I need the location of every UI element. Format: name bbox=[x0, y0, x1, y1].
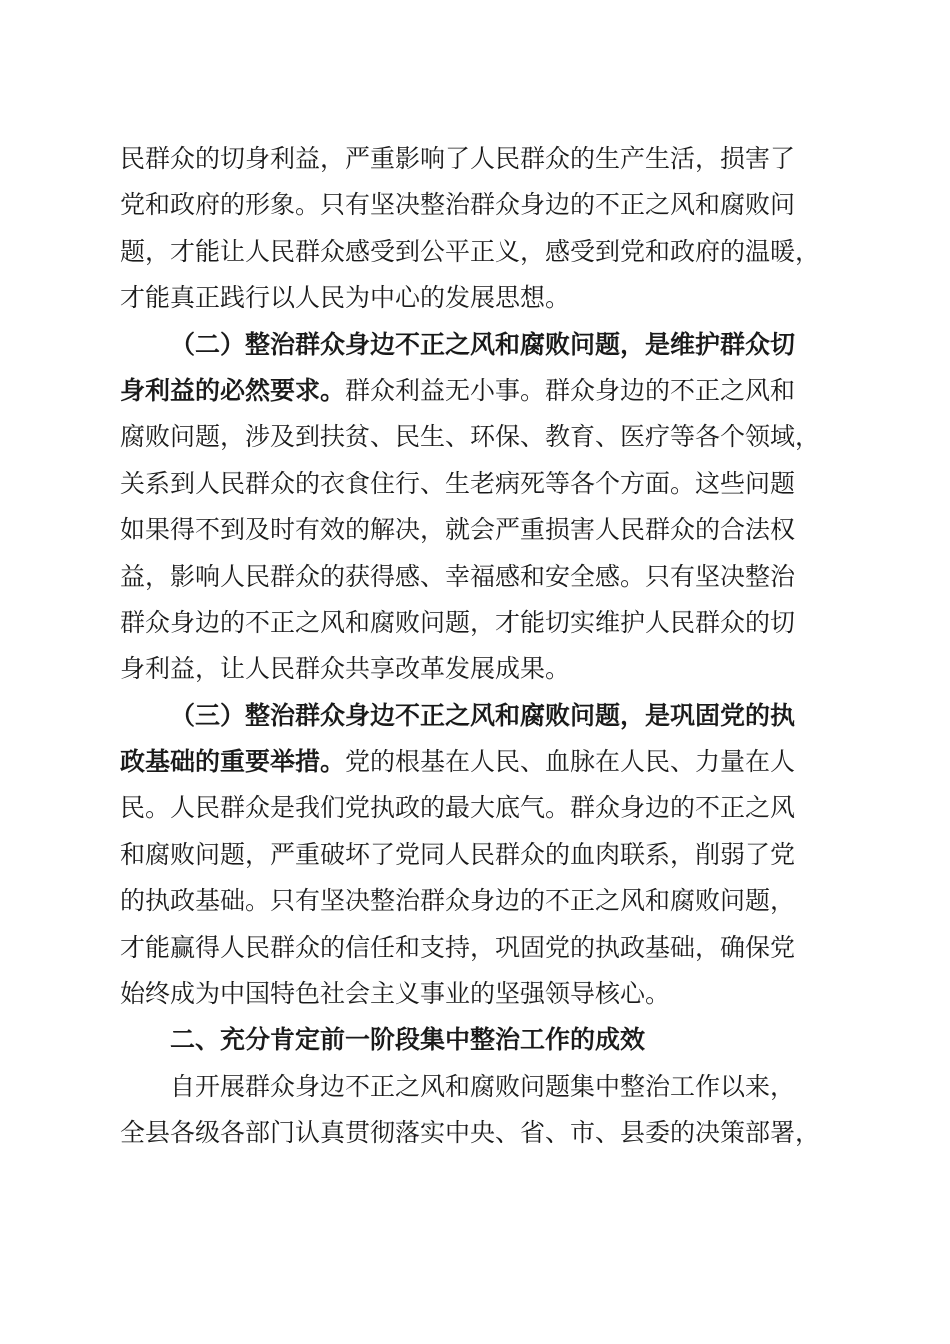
section-heading: 二、充分肯定前一阶段集中整治工作的成效 bbox=[170, 1025, 646, 1055]
paragraph-line: 才能真正践行以人民为中心的发展思想。 bbox=[120, 283, 571, 313]
paragraph-line bbox=[120, 739, 820, 785]
section-subheading-end: 政基础的重要举措。 bbox=[120, 747, 346, 777]
section-subheading: （三）整治群众身边不正之风和腐败问题，是巩固党的执 bbox=[170, 700, 796, 730]
paragraph-line: 自开展群众身边不正之风和腐败问题集中整治工作以来， bbox=[170, 1071, 796, 1101]
paragraph-line: 身利益，让人民群众共享改革发展成果。 bbox=[120, 654, 571, 684]
paragraph-line: 全县各级各部门认真贯彻落实中央、省、市、县委的决策部署， bbox=[120, 1118, 820, 1148]
paragraph-line: 党和政府的形象。只有坚决整治群众身边的不正之风和腐败问 bbox=[120, 190, 796, 220]
section-subheading-end: 身利益的必然要求。 bbox=[120, 375, 346, 405]
paragraph-line: 腐败问题，涉及到扶贫、民生、环保、教育、医疗等各个领域， bbox=[120, 422, 820, 452]
paragraph-line: 民群众的切身利益，严重影响了人民群众的生产生活，损害了 bbox=[120, 144, 796, 173]
paragraph-line: 益，影响人民群众的获得感、幸福感和安全感。只有坚决整治 bbox=[120, 561, 796, 591]
section-subheading: （二）整治群众身边不正之风和腐败问题，是维护群众切 bbox=[170, 329, 796, 359]
paragraph-line: 关系到人民群众的衣食住行、生老病死等各个方面。这些问题 bbox=[120, 468, 796, 498]
paragraph-line: 民。人民群众是我们党执政的最大底气。群众身边的不正之风 bbox=[120, 793, 796, 823]
paragraph-line: 群众身边的不正之风和腐败问题，才能切实维护人民群众的切 bbox=[120, 607, 796, 637]
paragraph-line bbox=[120, 368, 820, 414]
paragraph-line: 始终成为中国特色社会主义事业的坚强领导核心。 bbox=[120, 979, 671, 1009]
document-body bbox=[120, 136, 820, 1157]
paragraph-line: 如果得不到及时有效的解决，就会严重损害人民群众的合法权 bbox=[120, 515, 796, 545]
paragraph-line: 才能赢得人民群众的信任和支持，巩固党的执政基础，确保党 bbox=[120, 932, 796, 962]
paragraph-text: 群众利益无小事。群众身边的不正之风和 bbox=[345, 375, 796, 405]
paragraph-line: 的执政基础。只有坚决整治群众身边的不正之风和腐败问题， bbox=[120, 886, 796, 916]
paragraph-text: 党的根基在人民、血脉在人民、力量在人 bbox=[345, 747, 796, 777]
paragraph-line: 题，才能让人民群众感受到公平正义，感受到党和政府的温暖， bbox=[120, 236, 820, 266]
paragraph-line: 和腐败问题，严重破坏了党同人民群众的血肉联系，削弱了党 bbox=[120, 839, 796, 869]
